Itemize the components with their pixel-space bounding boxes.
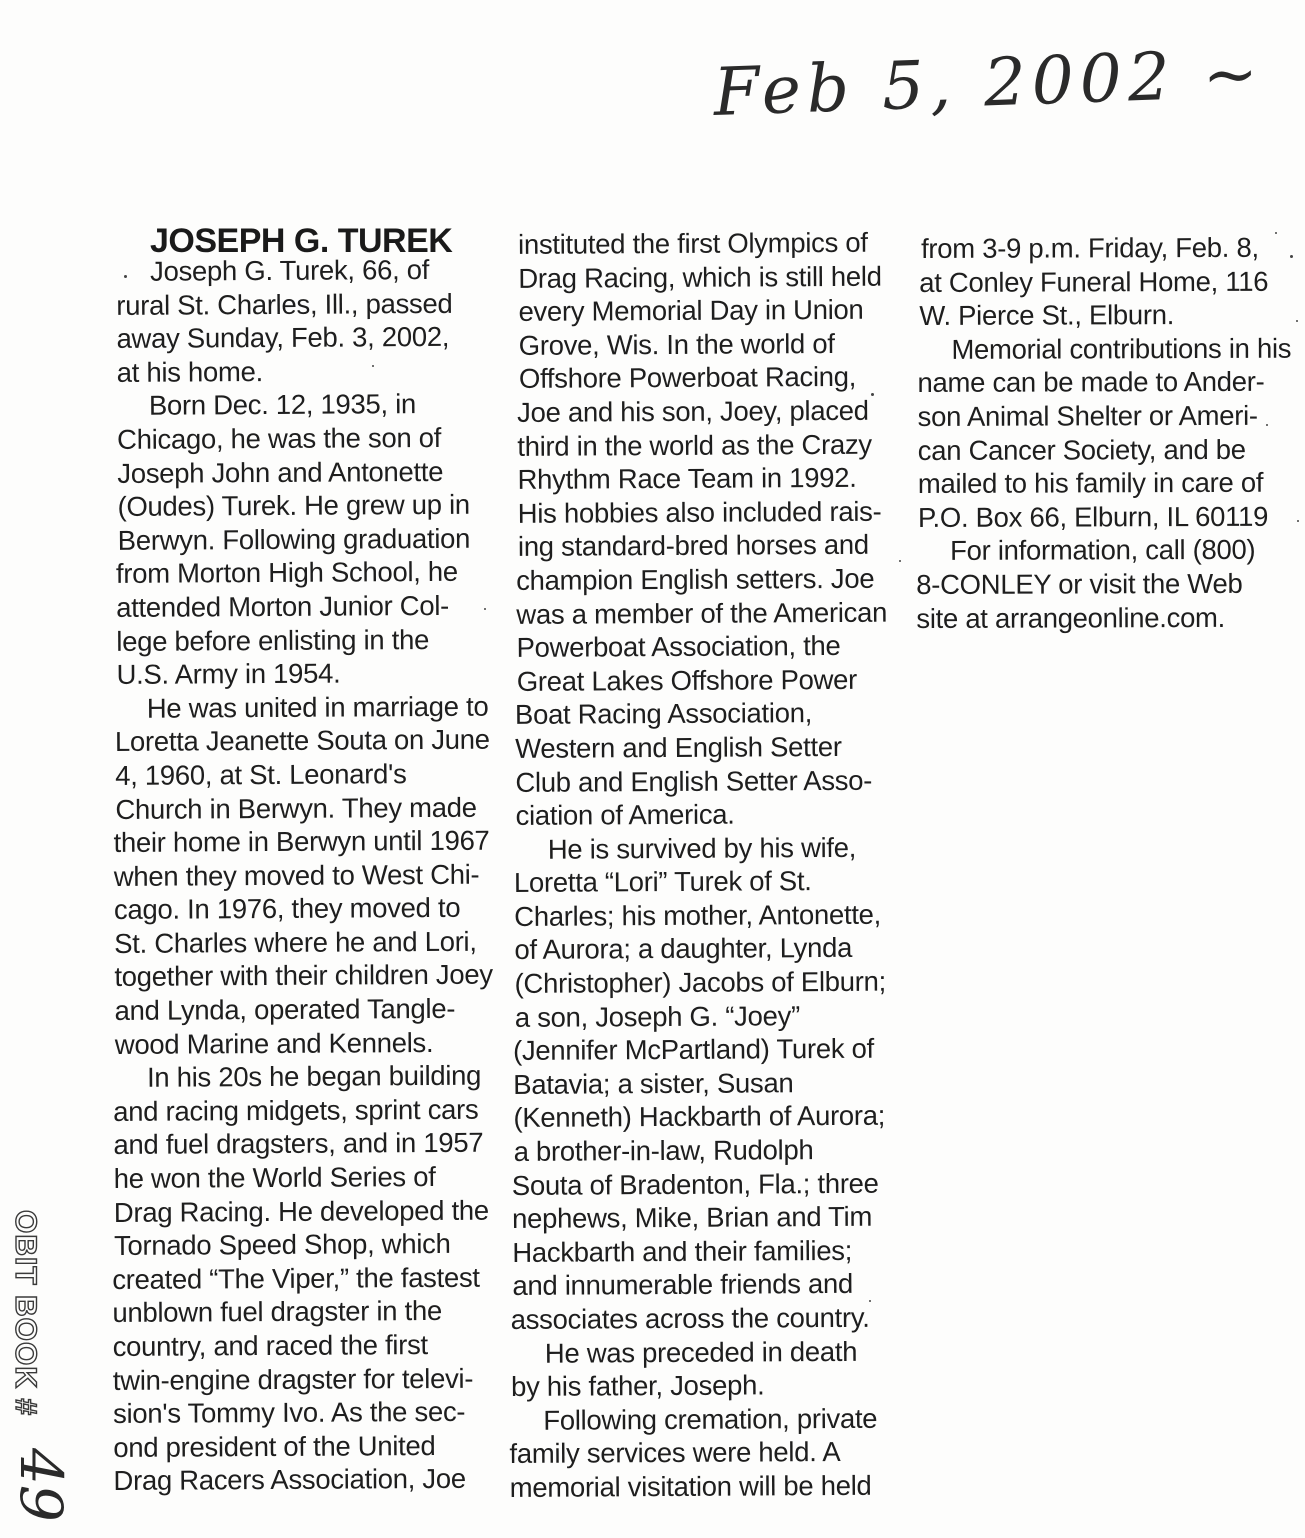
- text-line: champion English setters. Joe: [516, 562, 875, 596]
- text-line: Loretta Jeanette Souta on June: [114, 723, 490, 758]
- text-line: site at arrangeonline.com.: [916, 601, 1226, 634]
- text-line: nephews, Mike, Brian and Tim: [511, 1200, 873, 1235]
- text-line: away Sunday, Feb. 3, 2002,: [116, 321, 450, 355]
- text-line: Boat Racing Association,: [514, 697, 813, 731]
- text-line: created “The Viper,” the fastest: [112, 1261, 480, 1295]
- text-line: Memorial contributions in his: [951, 332, 1292, 365]
- text-line: and innumerable friends and: [512, 1268, 854, 1302]
- text-line: from 3-9 p.m. Friday, Feb. 8,: [921, 231, 1259, 264]
- column-2: [502, 226, 895, 1505]
- text-line: Joe and his son, Joey, placed: [517, 394, 869, 428]
- text-line: St. Charles where he and Lori,: [114, 925, 477, 959]
- text-line: third in the world as the Crazy: [517, 428, 872, 462]
- text-line: country, and raced the first: [112, 1329, 428, 1362]
- text-line: 8-CONLEY or visit the Web: [916, 567, 1243, 600]
- text-line: Drag Racing. He developed the: [113, 1194, 489, 1228]
- text-line: lege before enlisting in the: [116, 623, 430, 657]
- scan-speck: [899, 560, 901, 562]
- text-line: associates across the country.: [510, 1301, 870, 1335]
- text-line: mailed to his family in care of: [917, 466, 1264, 500]
- text-line: Batavia; a sister, Susan: [513, 1067, 794, 1100]
- text-line: In his 20s he began building: [146, 1059, 482, 1094]
- text-line: Drag Racing, which is still held: [518, 260, 882, 294]
- text-line: His hobbies also included rais-: [517, 495, 882, 529]
- text-line: Tornado Speed Shop, which: [113, 1228, 451, 1262]
- text-line: (Kenneth) Hackbarth of Aurora;: [513, 1100, 886, 1134]
- scan-speck: [869, 1300, 871, 1302]
- text-line: and fuel dragsters, and in 1957: [113, 1127, 484, 1161]
- text-line: ond president of the United: [113, 1429, 436, 1463]
- text-line: was a member of the American: [516, 596, 888, 630]
- handwritten-book-number: 49: [7, 1448, 75, 1522]
- text-line: Loretta “Lori” Turek of St.: [513, 865, 812, 899]
- text-line: He was united in marriage to: [146, 690, 489, 724]
- text-line: instituted the first Olympics of: [518, 226, 868, 260]
- text-line: Berwyn. Following graduation: [117, 522, 471, 556]
- text-line: of Aurora; a daughter, Lynda: [514, 932, 853, 966]
- text-line: rural St. Charles, Ill., passed: [116, 287, 453, 321]
- text-line: their home in Berwyn until 1967: [113, 824, 490, 859]
- text-line: memorial visitation will be held: [509, 1469, 872, 1503]
- text-line: son Animal Shelter or Ameri-: [917, 399, 1258, 432]
- scan-speck: [1297, 520, 1299, 522]
- text-line: U.S. Army in 1954.: [116, 657, 341, 691]
- text-line: and Lynda, operated Tangle-: [114, 992, 456, 1027]
- text-line: Grove, Wis. In the world of: [518, 327, 835, 361]
- text-line: every Memorial Day in Union: [518, 293, 864, 328]
- text-line: by his father, Joseph.: [510, 1369, 765, 1403]
- text-line: cago. In 1976, they moved to: [113, 892, 461, 926]
- text-line: 4, 1960, at St. Leonard's: [115, 758, 407, 791]
- text-line: For information, call (800): [950, 534, 1256, 567]
- text-line: unblown fuel dragster in the: [112, 1295, 443, 1329]
- text-line: when they moved to West Chi-: [113, 858, 480, 892]
- text-line: twin-engine dragster for televi-: [112, 1362, 474, 1396]
- text-line: Charles; his mother, Antonette,: [514, 898, 882, 932]
- text-line: Great Lakes Offshore Power: [516, 663, 858, 697]
- text-line: Hackbarth and their families;: [512, 1234, 853, 1268]
- text-line: Joseph John and Antonette: [117, 455, 444, 489]
- text-line: name can be made to Ander-: [917, 366, 1265, 399]
- text-line: ciation of America.: [515, 798, 735, 832]
- text-line: sion's Tommy Ivo. As the sec-: [112, 1396, 466, 1430]
- text-line: Powerboat Association, the: [516, 630, 841, 664]
- text-line: together with their children Joey: [114, 959, 493, 993]
- handwritten-date: Feb 5, 2002 ~: [712, 34, 1266, 131]
- column-3: [913, 231, 1292, 635]
- scan-speck: [1296, 320, 1298, 322]
- scan-speck: [484, 608, 486, 610]
- scan-speck: [871, 393, 874, 396]
- text-line: Offshore Powerboat Racing,: [518, 361, 857, 395]
- text-line: attended Morton Junior Col-: [116, 589, 450, 623]
- text-line: (Oudes) Turek. He grew up in: [117, 488, 470, 523]
- text-line: can Cancer Society, and be: [917, 433, 1246, 466]
- text-line: a brother-in-law, Rudolph: [513, 1134, 814, 1167]
- text-line: at his home.: [116, 355, 264, 388]
- scan-speck: [1290, 255, 1293, 258]
- text-line: a son, Joseph G. “Joey”: [514, 999, 800, 1033]
- scan-speck: [124, 275, 127, 278]
- text-line: Joseph G. Turek, 66, of: [150, 254, 430, 287]
- text-line: Club and English Setter Asso-: [515, 764, 873, 798]
- text-line: Born Dec. 12, 1935, in: [148, 388, 417, 422]
- text-line: he won the World Series of: [113, 1161, 436, 1194]
- text-line: Church in Berwyn. They made: [115, 791, 477, 825]
- text-line: and racing midgets, sprint cars: [113, 1093, 479, 1127]
- text-line: at Conley Funeral Home, 116: [919, 265, 1269, 298]
- text-line: wood Marine and Kennels.: [114, 1026, 434, 1060]
- text-line: Following cremation, private: [543, 1402, 878, 1436]
- text-line: (Jennifer McPartland) Turek of: [512, 1032, 874, 1067]
- text-line: Western and English Setter: [515, 730, 842, 764]
- column-1: [104, 253, 502, 1498]
- text-line: Souta of Bradenton, Fla.; three: [511, 1167, 879, 1201]
- obituary-heading: JOSEPH G. TUREK: [150, 222, 453, 260]
- text-line: ing standard-bred horses and: [517, 529, 869, 563]
- text-line: family services were held. A: [509, 1436, 841, 1470]
- scan-speck: [1266, 424, 1268, 426]
- scan-speck: [1275, 232, 1277, 234]
- text-line: from Morton High School, he: [115, 556, 458, 590]
- text-line: Chicago, he was the son of: [117, 421, 442, 455]
- text-line: He was preceded in death: [544, 1335, 858, 1369]
- text-line: P.O. Box 66, Elburn, IL 60119: [917, 500, 1269, 533]
- obit-book-stamp: OBIT BOOK #: [9, 1210, 42, 1417]
- text-line: W. Pierce St., Elburn.: [919, 299, 1175, 332]
- text-line: Rhythm Race Team in 1992.: [517, 461, 857, 496]
- scan-speck: [372, 365, 374, 367]
- text-line: Drag Racers Association, Joe: [113, 1463, 466, 1497]
- text-line: (Christopher) Jacobs of Elburn;: [514, 965, 886, 999]
- text-line: He is survived by his wife,: [547, 831, 857, 865]
